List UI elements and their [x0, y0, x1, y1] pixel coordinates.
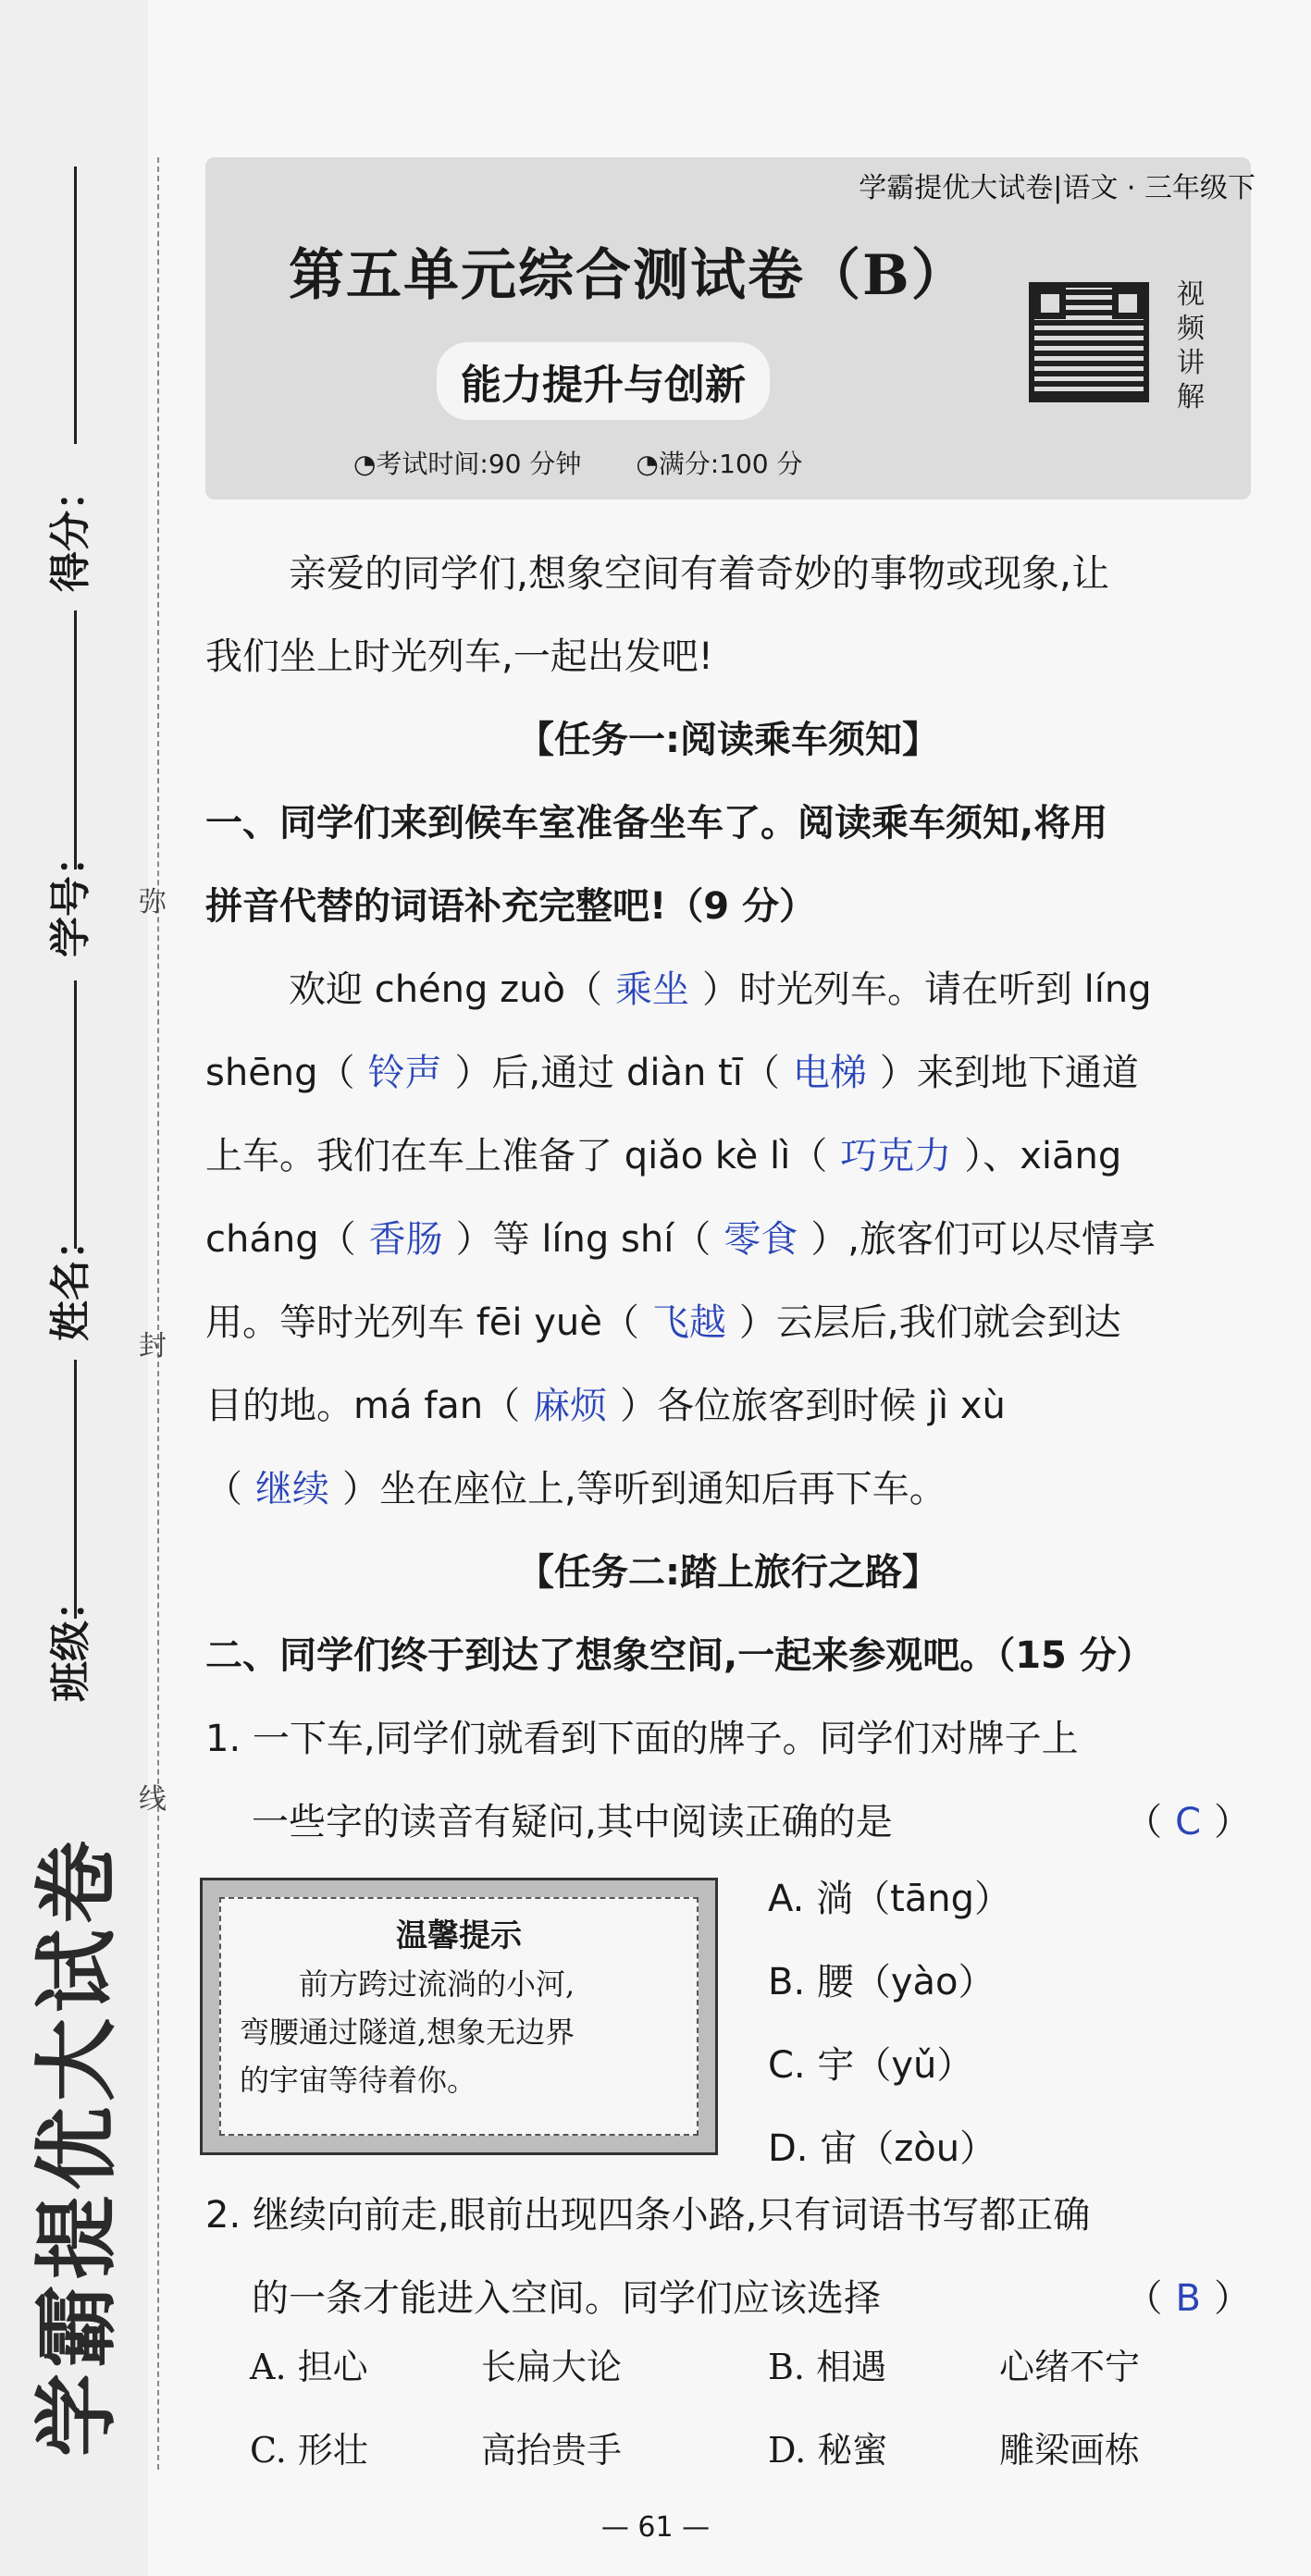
notice-text-3: 的宇宙等待着你。	[240, 2063, 477, 2098]
answer-9: 继续	[255, 1468, 329, 1510]
q2-text: 二、同学们终于到达了想象空间,一起来参观吧。（15 分）	[205, 1634, 1154, 1677]
name-label: 姓名：	[47, 1219, 94, 1341]
passage-text: ）等 líng shí（	[455, 1218, 711, 1261]
option-c[interactable]: C. 形壮	[250, 2430, 368, 2471]
notice-title: 温馨提示	[396, 1917, 522, 1954]
option-c[interactable]: C. 宇（yǔ）	[768, 2044, 974, 2087]
answer-1: 乘坐	[614, 968, 689, 1011]
intro-line-2: 我们坐上时光列车,一起出发吧!	[205, 635, 713, 678]
passage-text: ）各位旅客到时候 jì xù	[620, 1385, 1006, 1427]
passage-line-1	[205, 948, 1251, 1031]
exam-info	[353, 444, 849, 481]
passage-text: ）来到地下通道	[879, 1052, 1139, 1094]
notice-text-1: 前方跨过流淌的小河,	[299, 1966, 575, 2002]
intro-line-1: 亲爱的同学们,想象空间有着奇妙的事物或现象,让	[289, 551, 1110, 596]
answer-7: 飞越	[651, 1301, 726, 1344]
page-subtitle: 能力提升与创新	[437, 342, 770, 420]
question-text: 的一条才能进入空间。同学们应该选择	[252, 2277, 881, 2320]
q2-1-options	[768, 1857, 1011, 2190]
passage-text: cháng（	[205, 1218, 356, 1261]
notice-sign	[200, 1878, 718, 2155]
cut-line	[157, 157, 159, 2470]
passage-line-3	[205, 1115, 1251, 1198]
passage-text: 欢迎 chéng zuò（	[289, 968, 602, 1011]
option-a[interactable]: A. 担心	[250, 2347, 368, 2387]
answer-q2-1: C	[1175, 1801, 1201, 1843]
answer-q2-2: B	[1175, 2277, 1201, 2320]
answer-2: 铃声	[367, 1052, 442, 1094]
option-b[interactable]: B. 相遇	[768, 2347, 887, 2387]
passage-line-4	[205, 1198, 1251, 1281]
q2-2-options-row-1	[250, 2338, 1140, 2389]
passage-line-6	[205, 1364, 1251, 1448]
answer-3: 电梯	[792, 1052, 867, 1094]
cut-char-feng: 封	[139, 1330, 167, 1362]
passage-text: ）,旅客们可以尽情享	[810, 1218, 1156, 1261]
task2-heading: 【任务二:踏上旅行之路】	[517, 1551, 939, 1594]
passage-line-7	[205, 1448, 1251, 1531]
passage-text: ）、xiāng	[964, 1135, 1122, 1177]
option-d-word: 雕梁画栋	[999, 2430, 1141, 2471]
qr-label: 视频讲解	[1177, 278, 1205, 413]
qr-code-icon[interactable]	[1029, 282, 1149, 402]
passage-text: 目的地。má fan（	[205, 1385, 521, 1427]
answer-bracket: （ B ）	[1125, 2277, 1251, 2320]
option-b[interactable]: B. 腰（yào）	[768, 1961, 996, 2003]
student-id-label: 学号：	[47, 835, 94, 957]
header-banner	[205, 157, 1251, 499]
option-d[interactable]: D. 宙（zòu）	[768, 2127, 997, 2170]
answer-8: 麻烦	[533, 1385, 608, 1427]
option-c-word: 高抬贵手	[481, 2430, 623, 2471]
question-text: 一些字的读音有疑问,其中阅读正确的是	[252, 1801, 893, 1843]
main-content	[205, 532, 1251, 1864]
passage-text: shēng（	[205, 1052, 355, 1094]
passage-line-2	[205, 1031, 1251, 1115]
series-tag: 学霸提优大试卷|语文 · 三年级下	[859, 172, 1255, 204]
q2-1-line-1: 1. 一下车,同学们就看到下面的牌子。同学们对牌子上	[205, 1718, 1079, 1760]
answer-bracket: （ C ）	[1125, 1801, 1251, 1843]
q2-2-line-1: 2. 继续向前走,眼前出现四条小路,只有词语书写都正确	[205, 2194, 1091, 2237]
class-label: 班级：	[47, 1580, 94, 1702]
option-a-word: 长扁大论	[481, 2347, 623, 2387]
passage-text: 用。等时光列车 fēi yuè（	[205, 1301, 639, 1344]
page-number: — 61 —	[600, 2511, 711, 2544]
class-blank[interactable]	[74, 1360, 77, 1619]
answer-6: 零食	[724, 1218, 798, 1261]
passage-text: ）云层后,我们就会到达	[738, 1301, 1121, 1344]
cut-char-xian: 线	[139, 1783, 167, 1816]
passage-text: ）后,通过 diàn tī（	[454, 1052, 780, 1094]
answer-5: 香肠	[368, 1218, 443, 1261]
passage-line-5	[205, 1281, 1251, 1364]
score-blank[interactable]	[74, 166, 77, 444]
option-a[interactable]: A. 淌（tāng）	[768, 1878, 1012, 1920]
passage-text: ）坐在座位上,等听到通知后再下车。	[342, 1468, 946, 1510]
notice-text-2: 弯腰通过隧道,想象无边界	[240, 2015, 575, 2050]
brand-text: 学霸提优大试卷	[28, 1835, 126, 2457]
answer-4: 巧克力	[840, 1135, 952, 1177]
student-id-blank[interactable]	[74, 610, 77, 869]
q2-1-line-2	[205, 1781, 1251, 1864]
q1-text-line-2: 拼音代替的词语补充完整吧!（9 分）	[205, 885, 816, 928]
exam-time: ◔考试时间:90 分钟	[353, 449, 582, 479]
q1-text-line-1: 一、同学们来到候车室准备坐车了。阅读乘车须知,将用	[205, 802, 1108, 844]
option-b-word: 心绪不宁	[999, 2347, 1141, 2387]
score-label: 得分：	[47, 470, 94, 592]
task1-heading: 【任务一:阅读乘车须知】	[517, 719, 939, 761]
name-blank[interactable]	[74, 980, 77, 1249]
cut-char-mi: 弥	[139, 886, 167, 918]
passage-text: 上车。我们在车上准备了 qiǎo kè lì（	[205, 1135, 828, 1177]
notice-inner	[219, 1897, 699, 2136]
full-score: ◔满分:100 分	[636, 449, 803, 479]
passage-text: ）时光列车。请在听到 líng	[701, 968, 1152, 1011]
q2-2-block	[205, 2174, 1251, 2340]
brand-logo	[19, 1813, 126, 2479]
q2-2-line-2	[205, 2257, 1251, 2340]
passage-text: （	[205, 1468, 242, 1510]
option-d[interactable]: D. 秘蜜	[768, 2430, 888, 2471]
q2-2-options-row-2	[250, 2422, 1140, 2472]
page-title: 第五单元综合测试卷（B）	[289, 243, 969, 308]
